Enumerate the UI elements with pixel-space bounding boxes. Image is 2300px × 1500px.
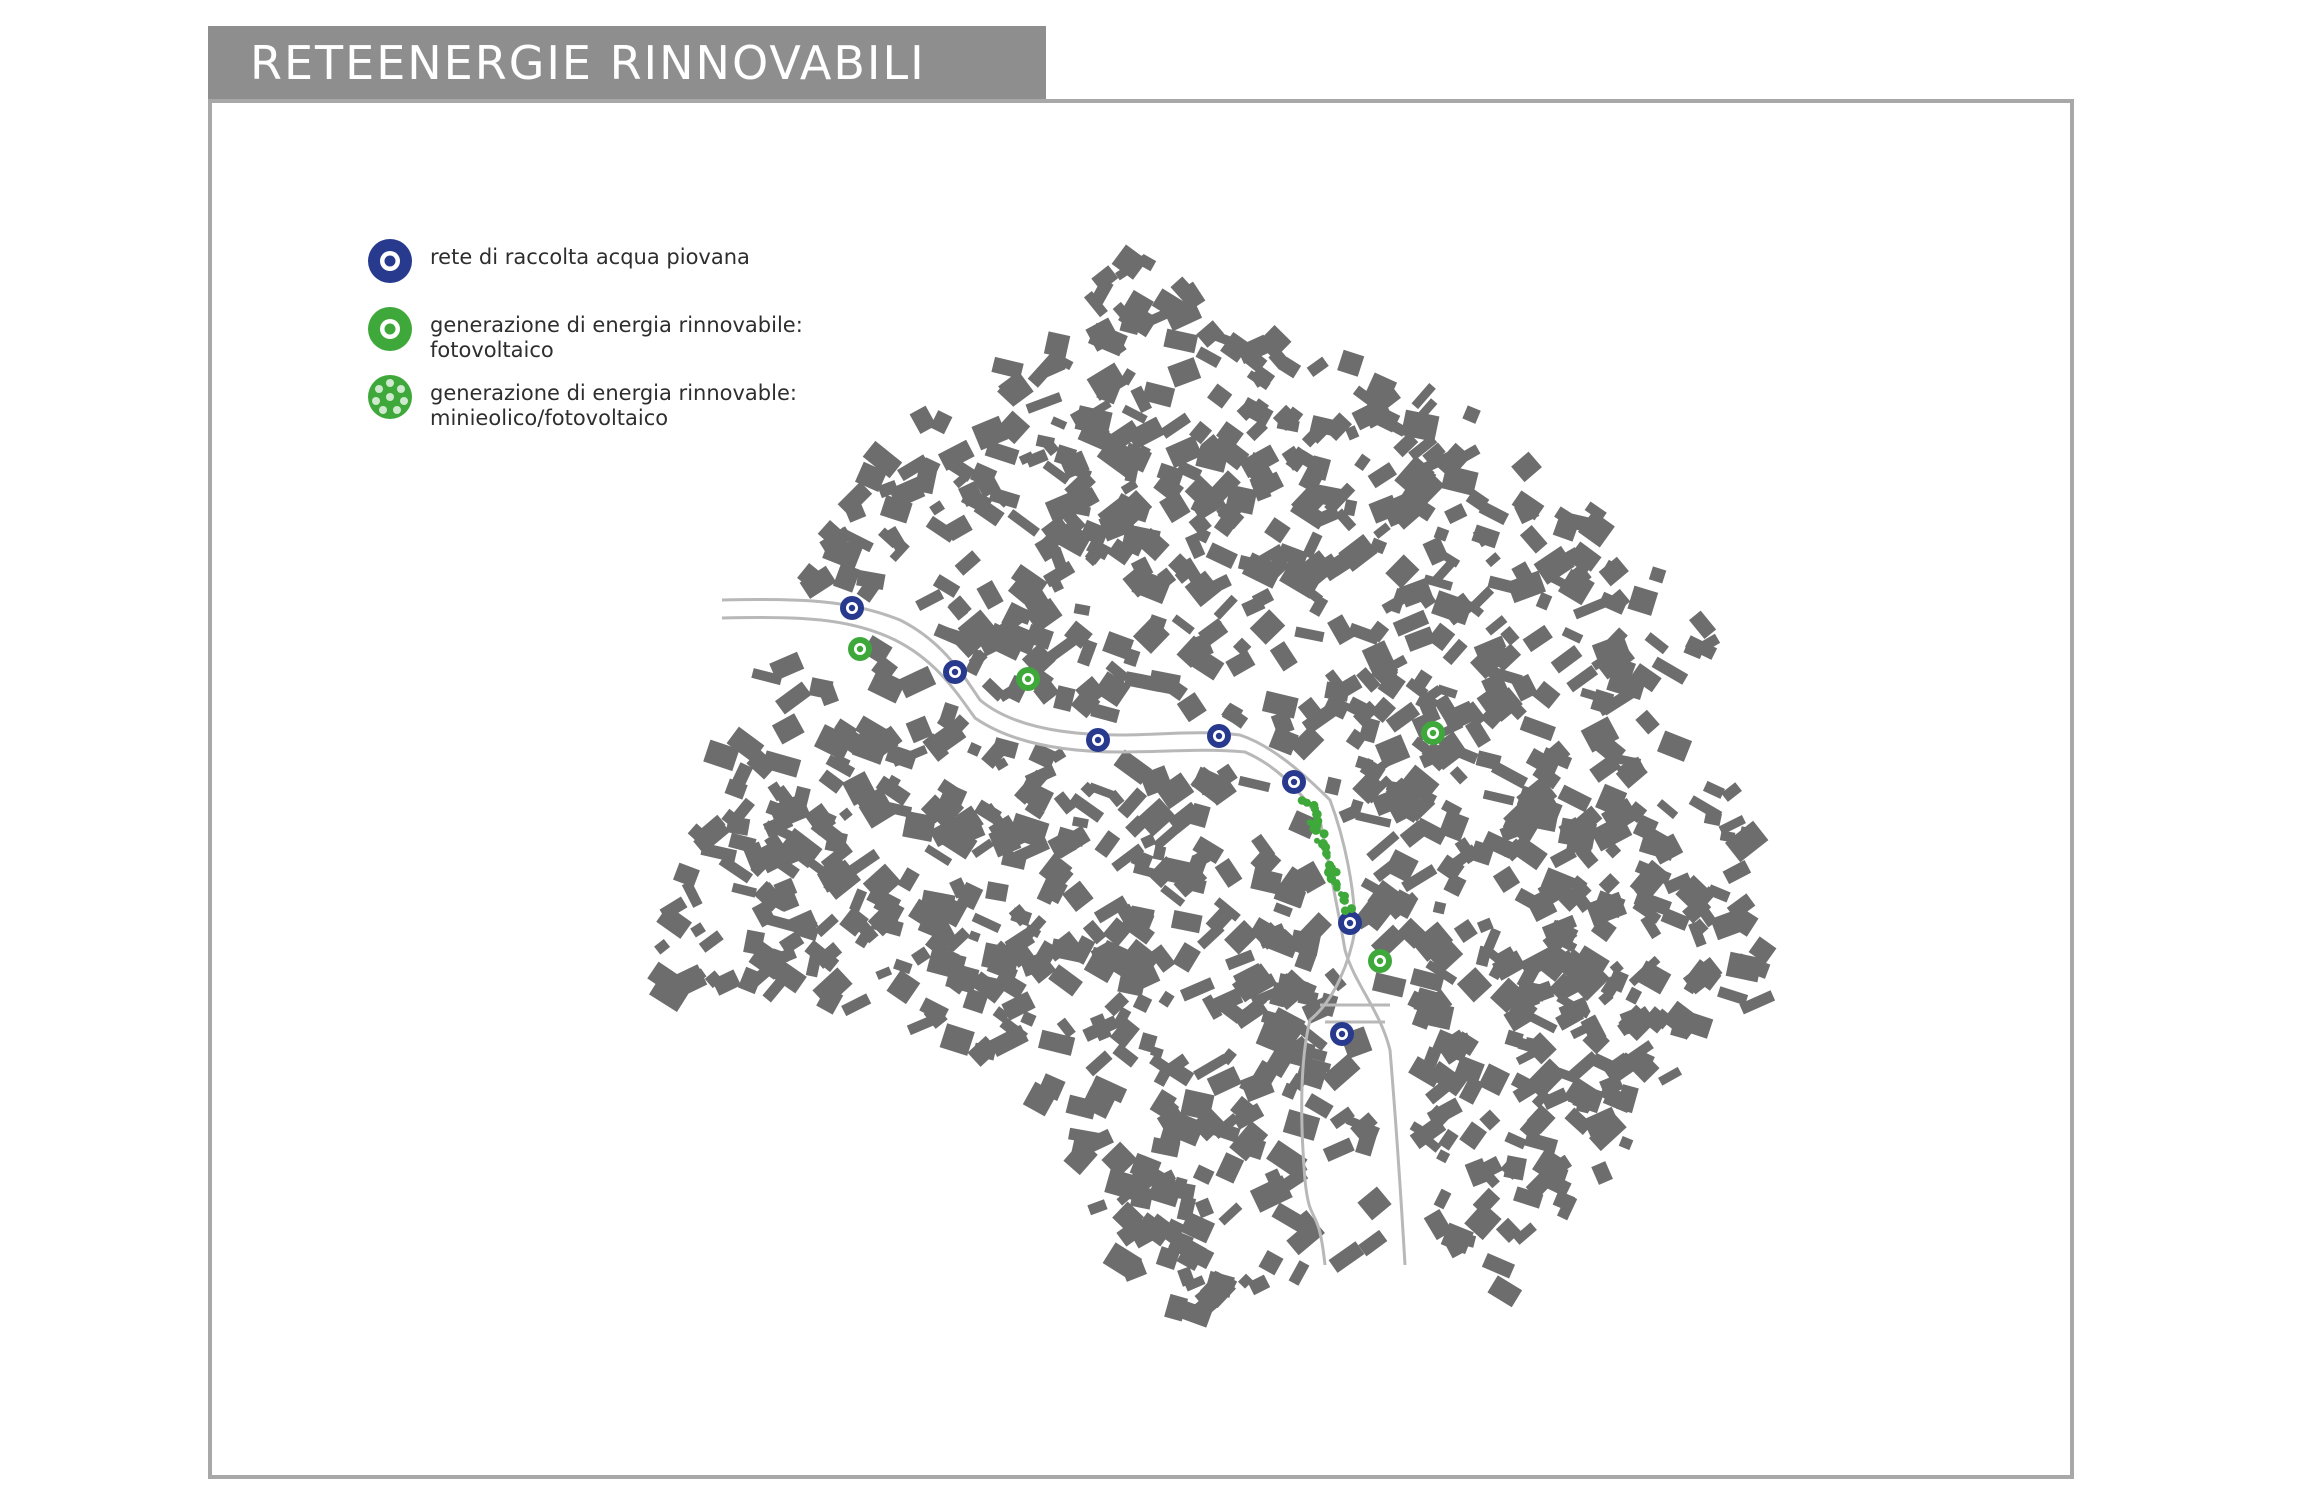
building xyxy=(1551,645,1583,673)
building xyxy=(839,807,853,821)
building xyxy=(1625,987,1642,1005)
legend-item-wind-solar xyxy=(366,373,886,437)
building xyxy=(814,914,838,938)
building xyxy=(1703,781,1725,799)
building xyxy=(1218,1202,1242,1225)
building xyxy=(1357,1186,1391,1220)
building xyxy=(1193,1165,1215,1185)
building xyxy=(1566,665,1598,692)
building xyxy=(1483,790,1515,806)
building xyxy=(1433,901,1446,914)
building xyxy=(1248,1275,1270,1296)
building xyxy=(1627,586,1658,616)
building xyxy=(1450,766,1468,784)
building xyxy=(1238,776,1270,792)
building xyxy=(1457,967,1492,1002)
photovoltaic-marker[interactable] xyxy=(1368,949,1392,973)
building xyxy=(1250,609,1286,644)
building xyxy=(1036,435,1055,450)
building xyxy=(1657,730,1692,761)
legend-label: rete di raccolta acqua piovana xyxy=(430,245,750,269)
building xyxy=(775,681,812,714)
building xyxy=(1026,392,1063,414)
building xyxy=(1434,1189,1452,1210)
building xyxy=(1325,777,1342,796)
building xyxy=(1355,756,1373,772)
building xyxy=(985,881,1009,902)
building xyxy=(1087,1199,1107,1215)
building xyxy=(1444,503,1467,524)
building xyxy=(1196,346,1222,368)
building xyxy=(1323,1138,1355,1162)
building xyxy=(1215,858,1243,888)
building xyxy=(1511,452,1542,483)
building xyxy=(1051,416,1068,429)
rainwater-marker[interactable] xyxy=(1282,770,1306,794)
building xyxy=(1454,919,1478,943)
blue-ring-icon xyxy=(366,237,414,285)
building xyxy=(1294,627,1324,643)
rainwater-marker[interactable] xyxy=(1086,728,1110,752)
photovoltaic-marker[interactable] xyxy=(1016,667,1040,691)
building xyxy=(1133,993,1152,1013)
building xyxy=(1657,799,1679,819)
building xyxy=(910,406,937,434)
building xyxy=(967,742,982,757)
building xyxy=(911,947,931,966)
building xyxy=(1723,860,1752,884)
building xyxy=(1619,1136,1634,1150)
building xyxy=(726,816,750,836)
building xyxy=(1649,566,1666,583)
building xyxy=(1258,1250,1283,1275)
building xyxy=(1436,1149,1450,1163)
building xyxy=(1264,517,1291,543)
building xyxy=(1482,1253,1515,1279)
building xyxy=(1550,846,1577,868)
building xyxy=(1368,462,1397,488)
building xyxy=(1007,509,1040,537)
building xyxy=(929,500,945,515)
building xyxy=(1354,454,1371,471)
building xyxy=(1536,592,1553,611)
building xyxy=(1658,1067,1682,1086)
building xyxy=(972,913,1002,933)
map-legend xyxy=(366,237,886,441)
building xyxy=(1270,641,1298,671)
building xyxy=(1140,834,1156,849)
building xyxy=(875,966,892,979)
legend-item-photovoltaic xyxy=(366,305,886,369)
building xyxy=(1195,1198,1214,1219)
building xyxy=(1635,710,1659,735)
building xyxy=(731,883,757,898)
building xyxy=(1372,972,1407,997)
building xyxy=(1171,910,1203,933)
building xyxy=(1337,350,1364,377)
building xyxy=(1167,357,1201,387)
building xyxy=(985,441,1020,465)
building xyxy=(1532,681,1560,709)
building xyxy=(1224,920,1259,955)
green-dotted-circle-icon xyxy=(366,373,414,421)
building xyxy=(1504,1132,1527,1150)
building xyxy=(1324,412,1352,441)
building xyxy=(1557,785,1591,813)
building xyxy=(1520,525,1548,554)
building xyxy=(764,913,798,932)
building xyxy=(1072,816,1089,828)
building xyxy=(955,550,981,575)
building xyxy=(1214,595,1238,620)
building xyxy=(1172,942,1201,972)
building xyxy=(1523,625,1553,652)
building xyxy=(897,867,919,891)
building xyxy=(1586,892,1627,926)
building xyxy=(1599,557,1629,587)
rainwater-marker[interactable] xyxy=(840,596,864,620)
building xyxy=(1562,627,1584,644)
building xyxy=(1216,1152,1245,1183)
building xyxy=(1512,490,1545,520)
building xyxy=(1570,541,1602,571)
photovoltaic-marker[interactable] xyxy=(848,637,872,661)
building xyxy=(1591,1161,1613,1185)
legend-label: generazione di energia rinnovabile: xyxy=(430,313,803,337)
building xyxy=(968,930,980,942)
building xyxy=(1087,363,1128,401)
rainwater-marker[interactable] xyxy=(943,660,967,684)
building xyxy=(1487,1275,1522,1307)
rainwater-marker[interactable] xyxy=(1207,724,1231,748)
legend-label-continued: minieolico/fotovoltaico xyxy=(430,406,669,430)
legend-label-continued: fotovoltaico xyxy=(430,338,554,362)
building xyxy=(886,970,920,1004)
building xyxy=(915,589,944,611)
building xyxy=(1163,329,1198,354)
building xyxy=(1373,523,1391,539)
page-title: RETEENERGIE RINNOVABILI xyxy=(250,36,926,90)
building xyxy=(1289,1260,1310,1285)
rainwater-marker[interactable] xyxy=(1330,1022,1354,1046)
building xyxy=(1206,542,1238,569)
building xyxy=(1355,811,1391,827)
building xyxy=(1225,650,1255,677)
building xyxy=(1091,265,1118,291)
building xyxy=(1290,726,1325,761)
building xyxy=(1158,991,1174,1008)
building xyxy=(1085,1050,1112,1076)
building xyxy=(1459,1121,1487,1150)
building xyxy=(1503,1155,1526,1180)
building xyxy=(654,939,670,955)
building xyxy=(1160,413,1191,439)
building xyxy=(690,922,706,937)
building xyxy=(1491,761,1528,789)
building xyxy=(1462,405,1480,424)
green-ring-icon xyxy=(366,305,414,353)
building xyxy=(1074,603,1091,615)
building xyxy=(1343,499,1357,516)
legend-label: generazione di energia rinnovable: xyxy=(430,381,797,405)
building xyxy=(673,863,700,888)
building xyxy=(772,713,805,744)
building xyxy=(1645,632,1669,654)
building xyxy=(1095,830,1121,858)
building xyxy=(849,888,867,912)
building xyxy=(1720,830,1736,842)
building xyxy=(1689,611,1716,639)
building xyxy=(885,744,917,770)
building xyxy=(1112,1043,1138,1067)
legend-item-rainwater xyxy=(366,237,886,301)
building xyxy=(1493,866,1520,893)
building xyxy=(930,410,953,434)
building xyxy=(1307,357,1329,377)
building xyxy=(1739,990,1775,1014)
building xyxy=(898,666,937,698)
building xyxy=(1044,331,1070,358)
building xyxy=(1483,928,1501,952)
building xyxy=(1721,782,1742,802)
building xyxy=(976,580,1003,610)
building xyxy=(1196,320,1224,347)
building xyxy=(1520,716,1556,741)
building xyxy=(1455,746,1479,764)
building xyxy=(948,595,971,619)
building xyxy=(1262,691,1299,719)
rainwater-marker[interactable] xyxy=(1338,911,1362,935)
building xyxy=(841,993,871,1016)
building xyxy=(1172,614,1195,634)
building xyxy=(1479,1109,1500,1130)
building xyxy=(699,930,724,953)
photovoltaic-marker[interactable] xyxy=(1421,721,1445,745)
building xyxy=(1485,552,1500,567)
building xyxy=(1322,1054,1361,1091)
building xyxy=(1207,384,1232,409)
building xyxy=(819,769,845,793)
